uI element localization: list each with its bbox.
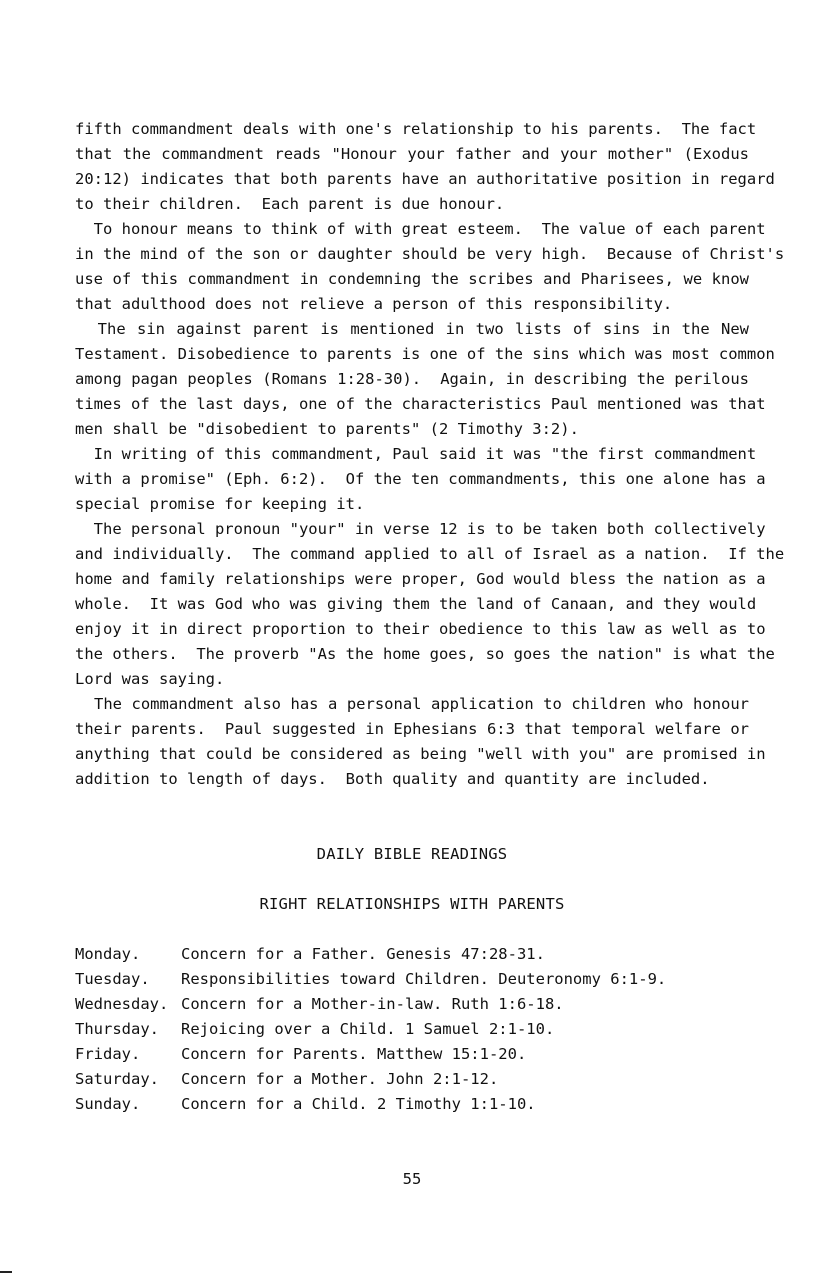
- reading-day: Monday.: [75, 945, 141, 963]
- reading-day: Tuesday.: [75, 970, 150, 988]
- body-line: 20:12) indicates that both parents have an authoritative position in regard: [75, 170, 775, 188]
- reading-day: Thursday.: [75, 1020, 159, 1038]
- reading-row: [75, 1017, 775, 1042]
- section-heading: DAILY BIBLE READINGS: [316, 845, 508, 863]
- reading-row: [75, 992, 775, 1017]
- reading-day: Wednesday.: [75, 995, 169, 1013]
- body-line: To honour means to think of with great esteem. The value of each parent: [75, 220, 766, 238]
- body-line: use of this commandment in condemning the scribes and Pharisees, we know: [75, 270, 749, 288]
- reading-text: Responsibilities toward Children. Deuteronomy 6:1-9.: [181, 970, 667, 988]
- page-number: 55: [402, 1170, 422, 1188]
- body-line: to their children. Each parent is due honour.: [75, 195, 505, 213]
- reading-text: Concern for Parents. Matthew 15:1-20.: [181, 1045, 527, 1063]
- body-line: fifth commandment deals with one's relationship to his parents. The fact: [75, 120, 757, 138]
- body-line: men shall be "disobedient to parents" (2 Timothy 3:2).: [75, 420, 579, 438]
- body-line: special promise for keeping it.: [75, 495, 365, 513]
- reading-row: [75, 967, 775, 992]
- reading-day: Sunday.: [75, 1095, 141, 1113]
- reading-row: [75, 1067, 775, 1092]
- body-line: and individually. The command applied to all of Israel as a nation. If the: [75, 545, 785, 563]
- body-line: the others. The proverb "As the home goes, so goes the nation" is what the: [75, 645, 775, 663]
- body-line: in the mind of the son or daughter should be very high. Because of Christ's: [75, 245, 785, 263]
- body-line: times of the last days, one of the characteristics Paul mentioned was that: [75, 395, 766, 413]
- body-line: their parents. Paul suggested in Ephesians 6:3 that temporal welfare or: [75, 720, 749, 738]
- body-line: anything that could be considered as being "well with you" are promised in: [75, 745, 766, 763]
- reading-day: Saturday.: [75, 1070, 159, 1088]
- body-line: In writing of this commandment, Paul said it was "the first commandment: [75, 445, 757, 463]
- section-subheading: RIGHT RELATIONSHIPS WITH PARENTS: [259, 895, 565, 913]
- daily-readings-list: [75, 942, 775, 1117]
- body-line: The personal pronoun "your" in verse 12 is to be taken both collectively: [75, 520, 766, 538]
- scan-edge-mark: [0, 1271, 12, 1273]
- reading-text: Concern for a Child. 2 Timothy 1:1-10.: [181, 1095, 536, 1113]
- reading-row: [75, 942, 775, 967]
- body-line: among pagan peoples (Romans 1:28-30). Again, in describing the perilous: [75, 370, 749, 388]
- body-line: whole. It was God who was giving them the land of Canaan, and they would: [75, 595, 757, 613]
- body-line: that adulthood does not relieve a person of this responsibility.: [75, 295, 673, 313]
- reading-row: [75, 1042, 775, 1067]
- body-line: The sin against parent is mentioned in two lists of sins in the New: [75, 320, 749, 338]
- body-line: addition to length of days. Both quality and quantity are included.: [75, 770, 710, 788]
- reading-day: Friday.: [75, 1045, 141, 1063]
- body-line: that the commandment reads "Honour your father and your mother" (Exodus: [75, 145, 749, 163]
- body-line: home and family relationships were proper, God would bless the nation as a: [75, 570, 766, 588]
- reading-text: Concern for a Mother. John 2:1-12.: [181, 1070, 499, 1088]
- body-line: Testament. Disobedience to parents is one of the sins which was most common: [75, 345, 775, 363]
- body-text: [75, 117, 785, 792]
- reading-text: Concern for a Father. Genesis 47:28-31.: [181, 945, 545, 963]
- body-line: enjoy it in direct proportion to their obedience to this law as well as to: [75, 620, 766, 638]
- reading-row: [75, 1092, 775, 1117]
- body-line: with a promise" (Eph. 6:2). Of the ten commandments, this one alone has a: [75, 470, 766, 488]
- body-line: Lord was saying.: [75, 670, 225, 688]
- reading-text: Concern for a Mother-in-law. Ruth 1:6-18.: [181, 995, 564, 1013]
- body-line: The commandment also has a personal application to children who honour: [75, 695, 749, 713]
- reading-text: Rejoicing over a Child. 1 Samuel 2:1-10.: [181, 1020, 555, 1038]
